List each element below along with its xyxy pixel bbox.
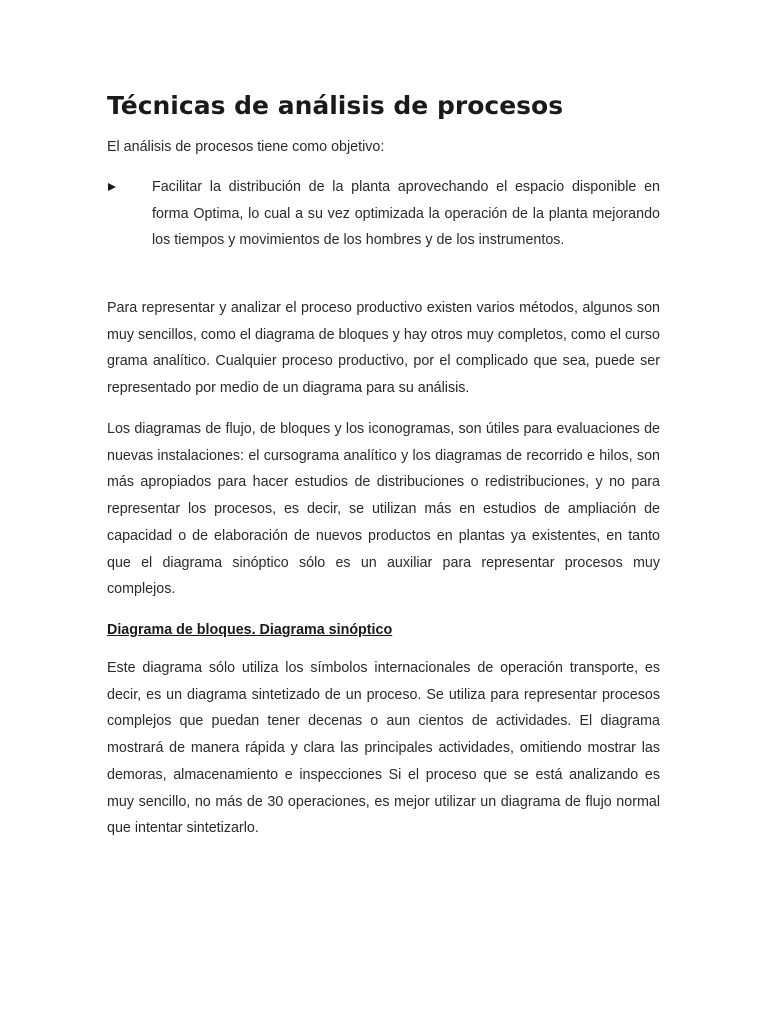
- body-paragraph: Los diagramas de flujo, de bloques y los iconogramas, son útiles para evaluaciones de nuevas instalaciones: el cursograma analítico y los diagramas de recorrido e hilos, son más apropiados para hacer estudios de distribuciones o redistribuciones, y no para representar los procesos, es decir, se utilizan más en estudios de ampliación de capacidad o de elaboración de nuevos productos en plantas ya existentes, en tanto que el diagrama sinóptico sólo es un auxiliar para representar procesos muy complejos.: [107, 421, 660, 598]
- body-paragraph: Para representar y analizar el proceso productivo existen varios métodos, algunos son muy sencillos, como el diagrama de bloques y hay otros muy completos, como el curso grama analítico. Cualquier proceso productivo, por el complicado que sea, puede ser representado por medio de un diagrama para su análisis.: [107, 300, 660, 397]
- triangle-bullet-icon: [107, 174, 117, 201]
- section-paragraph: Este diagrama sólo utiliza los símbolos internacionales de operación transporte, es decir, es un diagrama sintetizado de un proceso. Se utiliza para representar procesos complejos que puedan tener decenas o aun cientos de actividades. El diagrama mostrará de manera rápida y clara las principales actividades, omitiendo mostrar las demoras, almacenamiento e inspecciones Si el proceso que se está analizando es muy sencillo, no más de 30 operaciones, es mejor utilizar un diagrama de flujo normal que intentar sintetizarlo.: [107, 660, 660, 837]
- page-title: Técnicas de análisis de procesos: [107, 91, 564, 120]
- objective-list: [107, 174, 660, 254]
- list-item: [107, 174, 660, 254]
- section-heading: Diagrama de bloques. Diagrama sinóptico: [107, 622, 393, 638]
- intro-paragraph: El análisis de procesos tiene como objetivo:: [107, 139, 385, 155]
- list-item-text: Facilitar la distribución de la planta aprovechando el espacio disponible en forma Optima, lo cual a su vez optimizada la operación de la planta mejorando los tiempos y movimientos de los hombres y de los instrumentos.: [152, 179, 660, 249]
